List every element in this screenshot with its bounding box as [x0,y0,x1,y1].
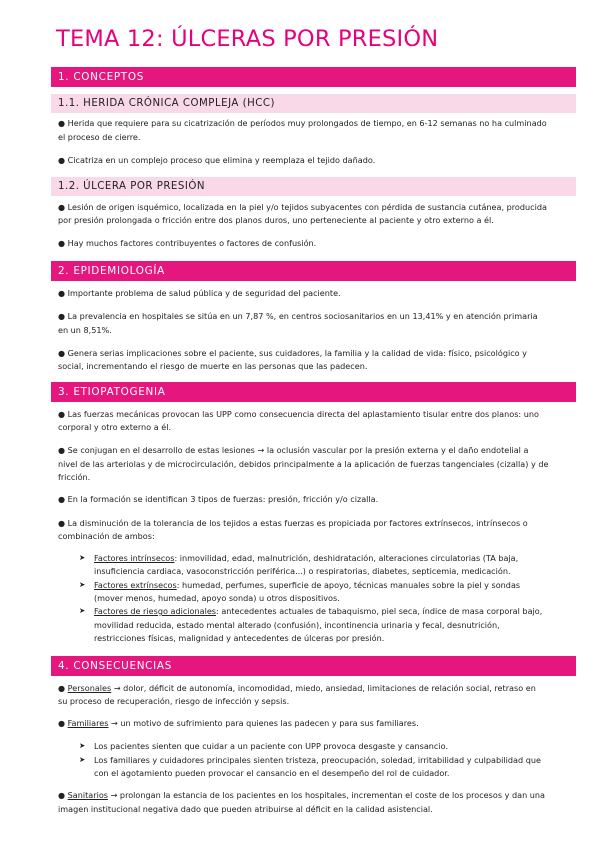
paragraph-line: corporal y otro externo a él. [58,422,172,432]
paragraph-line: ● Herida que requiere para su cicatrización de períodos muy prolongados de tiempo, en 6-12 semanas no ha culminado [58,118,547,128]
factor-label: Factores intrínsecos [94,553,175,563]
bullet-icon: ● [58,718,66,728]
paragraph-line: el proceso de cierre. [58,132,141,142]
paragraph-line: ● Las fuerzas mecánicas provocan las UPP como consecuencia directa del aplastamiento tisular entre dos planos: uno [58,409,539,419]
list-item-line: insuficiencia cardiaca, vasoconstricción periférica...) o respiratorias, diabetes, septicemia, medicación. [94,566,511,576]
paragraph-line: fricción. [58,472,91,482]
arrow-bullet-icon: ➤ [79,755,86,764]
consequence-label: Sanitarios [67,790,108,800]
subsection-header-hcc: 1.1. HERIDA CRÓNICA COMPLEJA (HCC) [51,94,576,113]
paragraph-line: ● Lesión de origen isquémico, localizada en la piel y/o tejidos subyacentes con pérdida de sustancia cutánea, producida [58,202,547,212]
paragraph-line: imagen institucional negativa dado que pueden atribuirse al déficit en la calidad asistencial. [58,804,433,814]
bullet-icon: ● [58,683,66,693]
paragraph-line: ● La disminución de la tolerancia de los tejidos a estas fuerzas es propiciada por factores extrínsecos, intrínsecos o [58,518,528,528]
paragraph-sanitarios [58,790,545,800]
paragraph-line: ● Hay muchos factores contribuyentes o factores de confusión. [58,238,317,248]
factor-text: : humedad, perfumes, superficie de apoyo, técnicas manuales sobre la piel y sondas [176,580,521,590]
list-item-line: Los familiares y cuidadores principales sienten tristeza, preocupación, soledad, irritabilidad y culpabilidad que [94,755,541,765]
arrow-bullet-icon: ➤ [79,580,86,589]
paragraph-line: ● Cicatriza en un complejo proceso que elimina y reemplaza el tejido dañado. [58,155,376,165]
arrow-bullet-icon: ➤ [79,741,86,750]
list-item-line: restricciones físicas, malignidad y antecedentes de úlceras por presión. [94,633,385,643]
list-item-line: movilidad reducida, estado mental alterado (confusión), incontinencia urinaria y fecal, desnutrición, [94,620,500,630]
section-header-etiopatogenia: 3. ETIOPATOGENIA [51,382,576,402]
paragraph-line: por presión prolongada o fricción entre dos planos duros, uno perteneciente al paciente y otro externo a él. [58,215,494,225]
list-item-factores-intrinsecos [94,553,518,563]
paragraph-familiares [58,718,419,728]
arrow-bullet-icon: ➤ [79,553,86,562]
paragraph-line: en un 8,51%. [58,325,112,335]
factor-text: : antecedentes actuales de tabaquismo, piel seca, índice de masa corporal bajo, [216,606,543,616]
consequence-label: Personales [67,683,112,693]
paragraph-line: ● Se conjugan en el desarrollo de estas lesiones → la oclusión vascular por la presión externa y el daño endotelial a [58,445,529,455]
page-title: TEMA 12: ÚLCERAS POR PRESIÓN [56,26,439,52]
paragraph-line: combinación de ambos: [58,531,155,541]
list-item-factores-riesgo [94,606,542,616]
list-item-line: con el agotamiento pueden provocar el cansancio en el desempeño del rol de cuidador. [94,768,450,778]
list-item-line: Los pacientes sienten que cuidar a un paciente con UPP provoca desgaste y cansancio. [94,741,449,751]
paragraph-line: ● Genera serias implicaciones sobre el paciente, sus cuidadores, la familia y la calidad de vida: físico, psicológico y [58,348,527,358]
consequence-text: → un motivo de sufrimiento para quienes las padecen y para sus familiares. [108,718,419,728]
factor-label: Factores de riesgo adicionales [94,606,217,616]
consequence-text: → dolor, déficit de autonomía, incomodidad, miedo, ansiedad, limitaciones de relación social, retraso en [111,683,536,693]
arrow-bullet-icon: ➤ [79,606,86,615]
consequence-text: → prolongan la estancia de los pacientes en los hospitales, incrementan el coste de los procesos y dan una [108,790,545,800]
paragraph-line: social, incrementando el riesgo de muerte en las personas que las padecen. [58,361,368,371]
paragraph-line: ● Importante problema de salud pública y de seguridad del paciente. [58,288,341,298]
paragraph-personales [58,683,536,693]
consequence-label: Familiares [67,718,109,728]
section-header-conceptos: 1. CONCEPTOS [51,67,576,87]
list-item-line: (mover menos, humedad, apoyo sonda) u otros dispositivos. [94,593,340,603]
bullet-icon: ● [58,790,66,800]
paragraph-line: ● En la formación se identifican 3 tipos de fuerzas: presión, fricción y/o cizalla. [58,494,379,504]
list-item-factores-extrinsecos [94,580,520,590]
factor-label: Factores extrínsecos [94,580,177,590]
section-header-epidemiologia: 2. EPIDEMIOLOGÍA [51,261,576,281]
paragraph-line: su proceso de recuperación, riesgo de infección y sepsis. [58,696,290,706]
subsection-header-upp: 1.2. ÚLCERA POR PRESIÓN [51,177,576,196]
section-header-consecuencias: 4. CONSECUENCIAS [51,656,576,676]
paragraph-line: nivel de las arteriolas y de microcirculación, debidos principalmente a la aplicación de fuerzas tangenciales (cizalla) y de [58,459,549,469]
factor-text: : inmovilidad, edad, malnutrición, deshidratación, alteraciones circulatorias (TA baja, [174,553,519,563]
paragraph-line: ● La prevalencia en hospitales se sitúa en un 7,87 %, en centros sociosanitarios en un 13,41% y en atención primaria [58,311,538,321]
